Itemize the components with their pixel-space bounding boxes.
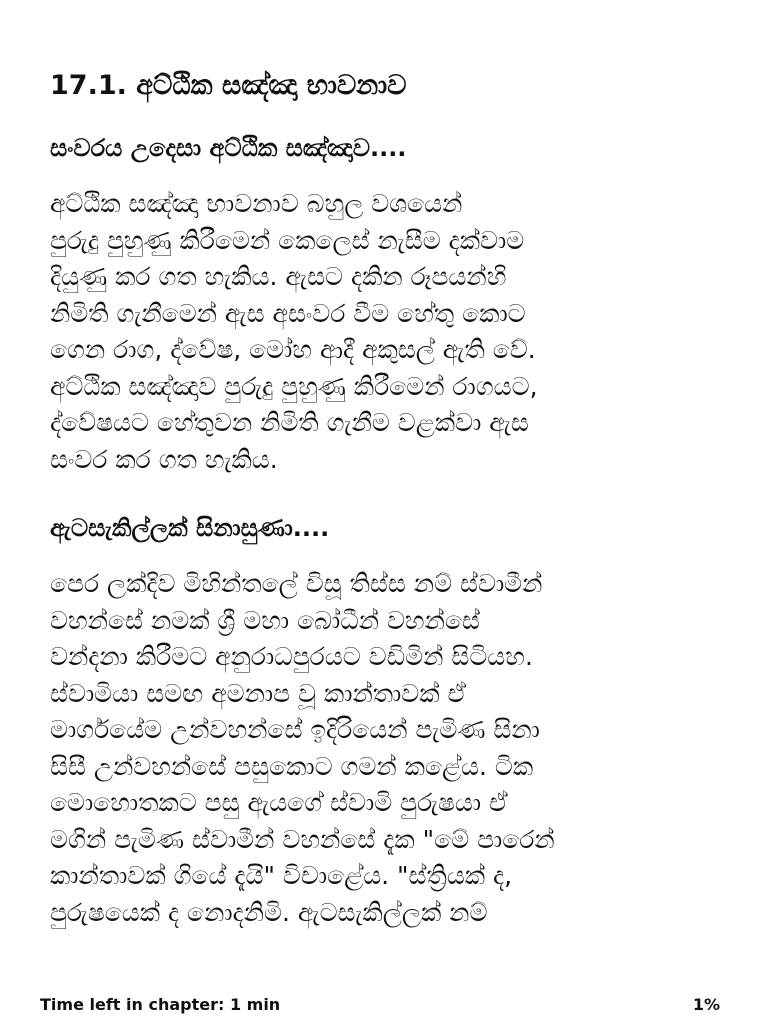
text-line: මාර්ගයේම උන්වහන්සේ ඉදිරියෙන් පැමිණ සිනා [50, 715, 540, 744]
text-line: පුරුදු පුහුණු කිරීමෙන් කෙලෙස් නැසීම දක්වාම [50, 225, 525, 255]
section-heading: ඇටසැකිල්ලක් සිනාසුණා.... [50, 514, 330, 542]
text-line: සිසී උන්වහන්සේ පසුකොට ගමන් කළේය. ටික [50, 751, 534, 781]
reader-page [50, 64, 710, 959]
text-line: ද්වේෂයට හේතුවන නිමිති ගැනීම වළක්වා ඇස [50, 408, 529, 437]
text-line: සංවර කර ගත හැකිය. [50, 444, 278, 474]
text-line: කාන්තාවක් ගියේ දැයි" විචාළේය. "ස්ත්‍රියක් ද, [50, 861, 513, 890]
text-line: අට්ඨික සඤ්ඤාව පුරුදු පුහුණු කිරීමෙන් රාගයට, [50, 371, 538, 401]
time-left-in-chapter: Time left in chapter: 1 min [40, 995, 281, 1014]
reader-footer [40, 992, 720, 1018]
text-line: පෙර ලක්දිව මිහින්තලේ විසූ තිස්ස නම් ස්වාමීන් [50, 569, 543, 598]
section-samvaraya [50, 126, 710, 478]
text-line: දියුණු කර ගත හැකිය. ඇසට දකින රූපයන්හි [50, 262, 507, 291]
text-line: ස්වාමියා සමඟ අමනාප වූ කාන්තාවක් ඒ [50, 678, 467, 708]
text-line: පුරුෂයෙක් ද නොදනිමි. ඇටසැකිල්ලක් නම් [50, 897, 488, 927]
text-line: වහන්සේ නමක් ශ්‍රී මහා බෝධීන් වහන්සේ [50, 605, 480, 635]
section-atasakillak [50, 506, 710, 931]
text-line: වන්දනා කිරීමට අනුරාධපුරයට වඩිමින් සිටියහ. [50, 642, 533, 671]
text-line: මොහොතකට පසු ඇයගේ ස්වාමි පුරුෂයා ඒ [50, 788, 508, 817]
section-heading: සංවරය උදෙසා අට්ඨික සඤ්ඤාව.... [50, 134, 407, 162]
reading-progress-percent: 1% [692, 995, 720, 1014]
chapter-title: 17.1. අට්ඨික සඤ්ඤා භාවනාව [50, 70, 407, 101]
text-line: අට්ඨික සඤ්ඤා භාවනාව බහුල වශයෙන් [50, 189, 463, 218]
text-line: ගෙන රාග, ද්වේෂ, මෝහ ආදී අකුසල් ඇති වේ. [50, 335, 536, 364]
paragraph [50, 186, 710, 478]
paragraph [50, 566, 710, 931]
text-line: මගින් පැමිණ ස්වාමීන් වහන්සේ දැක "මේ පාරෙන් [50, 824, 555, 854]
text-line: නිමිති ගැනීමෙන් ඇස අසංවර වීම හේතු කොට [50, 298, 526, 328]
